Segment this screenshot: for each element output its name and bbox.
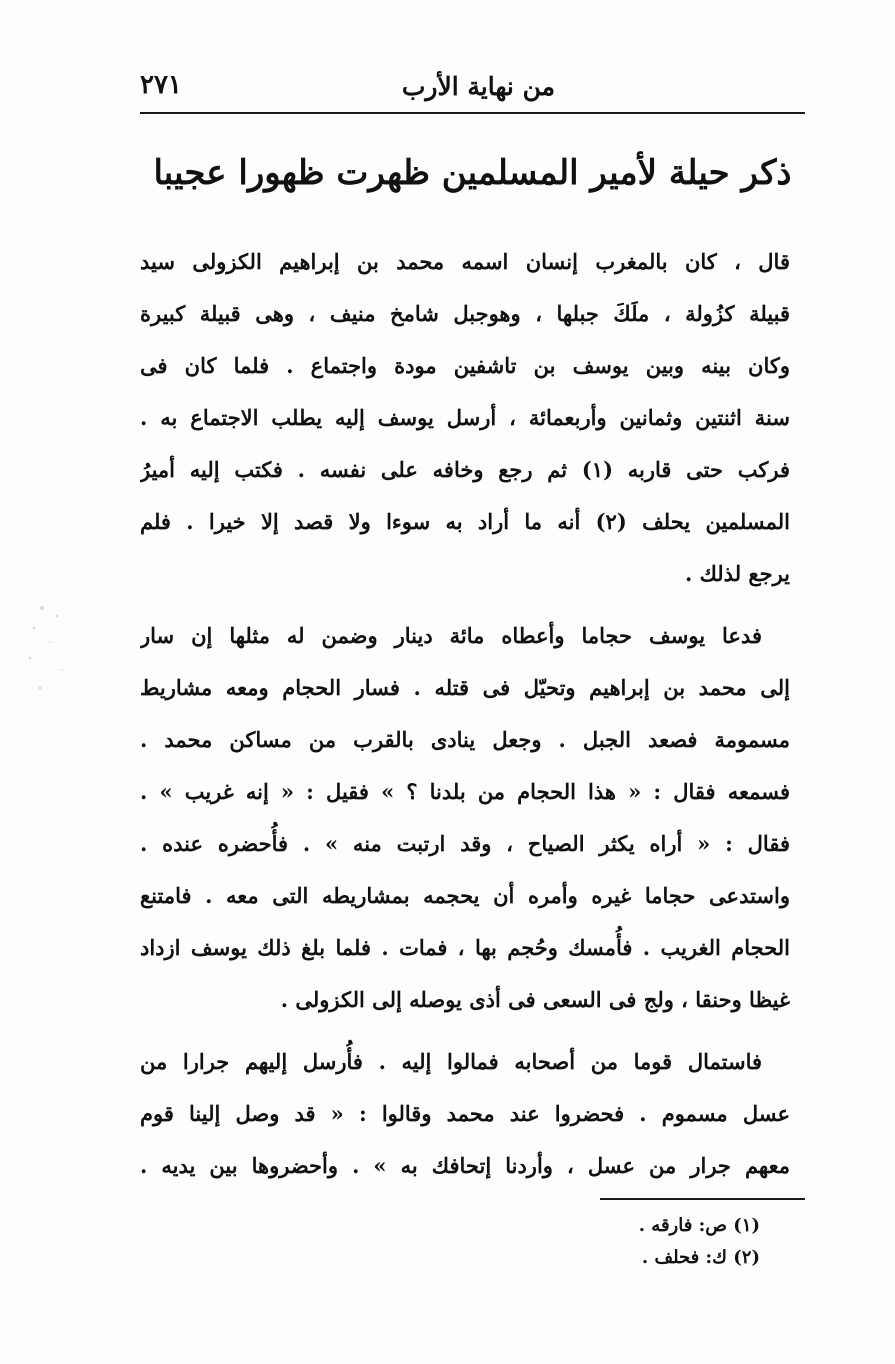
header-rule: [140, 112, 805, 114]
text-line: مسمومة فصعد الجبل . وجعل ينادى بالقرب من مساكن محمد .: [140, 727, 790, 752]
text-line: فسمعه فقال : « هذا الحجام من بلدنا ؟ » فقيل : « إنه غريب » .: [140, 779, 790, 804]
text-line: المسلمين يحلف (٢) أنه ما أراد به سوءا ولا قصد إلا خيرا . فلم: [140, 509, 790, 534]
text-line: فقال : « أراه يكثر الصياح ، وقد ارتبت منه » . فأُحضره عنده .: [140, 831, 790, 856]
text-line: عسل مسموم . فحضروا عند محمد وقالوا : « قد وصل إلينا قوم: [140, 1101, 790, 1126]
footnotes: [440, 1210, 760, 1274]
text-line: فدعا يوسف حجاما وأعطاه مائة دينار وضمن له مثلها إن سار: [140, 623, 762, 648]
paragraph-2: [140, 610, 790, 1026]
text-line: معهم جرار من عسل ، وأردنا إتحافك به » . وأحضروها بين يديه .: [140, 1153, 790, 1178]
text-line: قال ، كان بالمغرب إنسان اسمه محمد بن إبراهيم الكزولى سيد: [140, 249, 790, 274]
footnote-rule: [600, 1198, 805, 1200]
footnote-1: (١) ص: فارقه .: [638, 1215, 760, 1236]
text-line: سنة اثنتين وثمانين وأربعمائة ، أرسل يوسف إليه يطلب الاجتماع به .: [140, 405, 790, 430]
text-line: فاستمال قوما من أصحابه فمالوا إليه . فأُرسل إليهم جرارا من: [140, 1049, 762, 1074]
text-line: فركب حتى قاربه (١) ثم رجع وخافه على نفسه . فكتب إليه أميرُ: [140, 457, 790, 482]
text-line: واستدعى حجاما غيره وأمره أن يحجمه بمشاريطه التى معه . فامتنع: [140, 883, 790, 908]
scan-speckle: [22, 598, 82, 708]
text-line: يرجع لذلك .: [684, 561, 790, 586]
text-line: قبيلة كزُولة ، ملَكَ جبلها ، وهوجبل شامخ منيف ، وهى قبيلة كبيرة: [140, 301, 790, 326]
paragraph-3: [140, 1036, 790, 1192]
text-line: الحجام الغريب . فأُمسك وحُجم بها ، فمات . فلما بلغ ذلك يوسف ازداد: [140, 935, 790, 960]
text-line: إلى محمد بن إبراهيم وتحيّل فى قتله . فسار الحجام ومعه مشاريط: [140, 675, 790, 700]
running-title: من نهاية الأرب: [401, 72, 555, 101]
chapter-title: ذكر حيلة لأمير المسلمين ظهرت ظهورا عجيبا: [153, 153, 792, 193]
running-header: [140, 68, 805, 108]
text-line: وكان بينه وبين يوسف بن تاشفين مودة واجتماع . فلما كان فى: [140, 353, 790, 378]
footnote-2: (٢) ك: فحلف .: [641, 1247, 760, 1268]
text-line: غيظا وحنقا ، ولج فى السعى فى أذى يوصله إلى الكزولى .: [280, 987, 790, 1012]
paragraph-1: [140, 236, 790, 600]
page-number: ٢٧١: [140, 70, 182, 100]
